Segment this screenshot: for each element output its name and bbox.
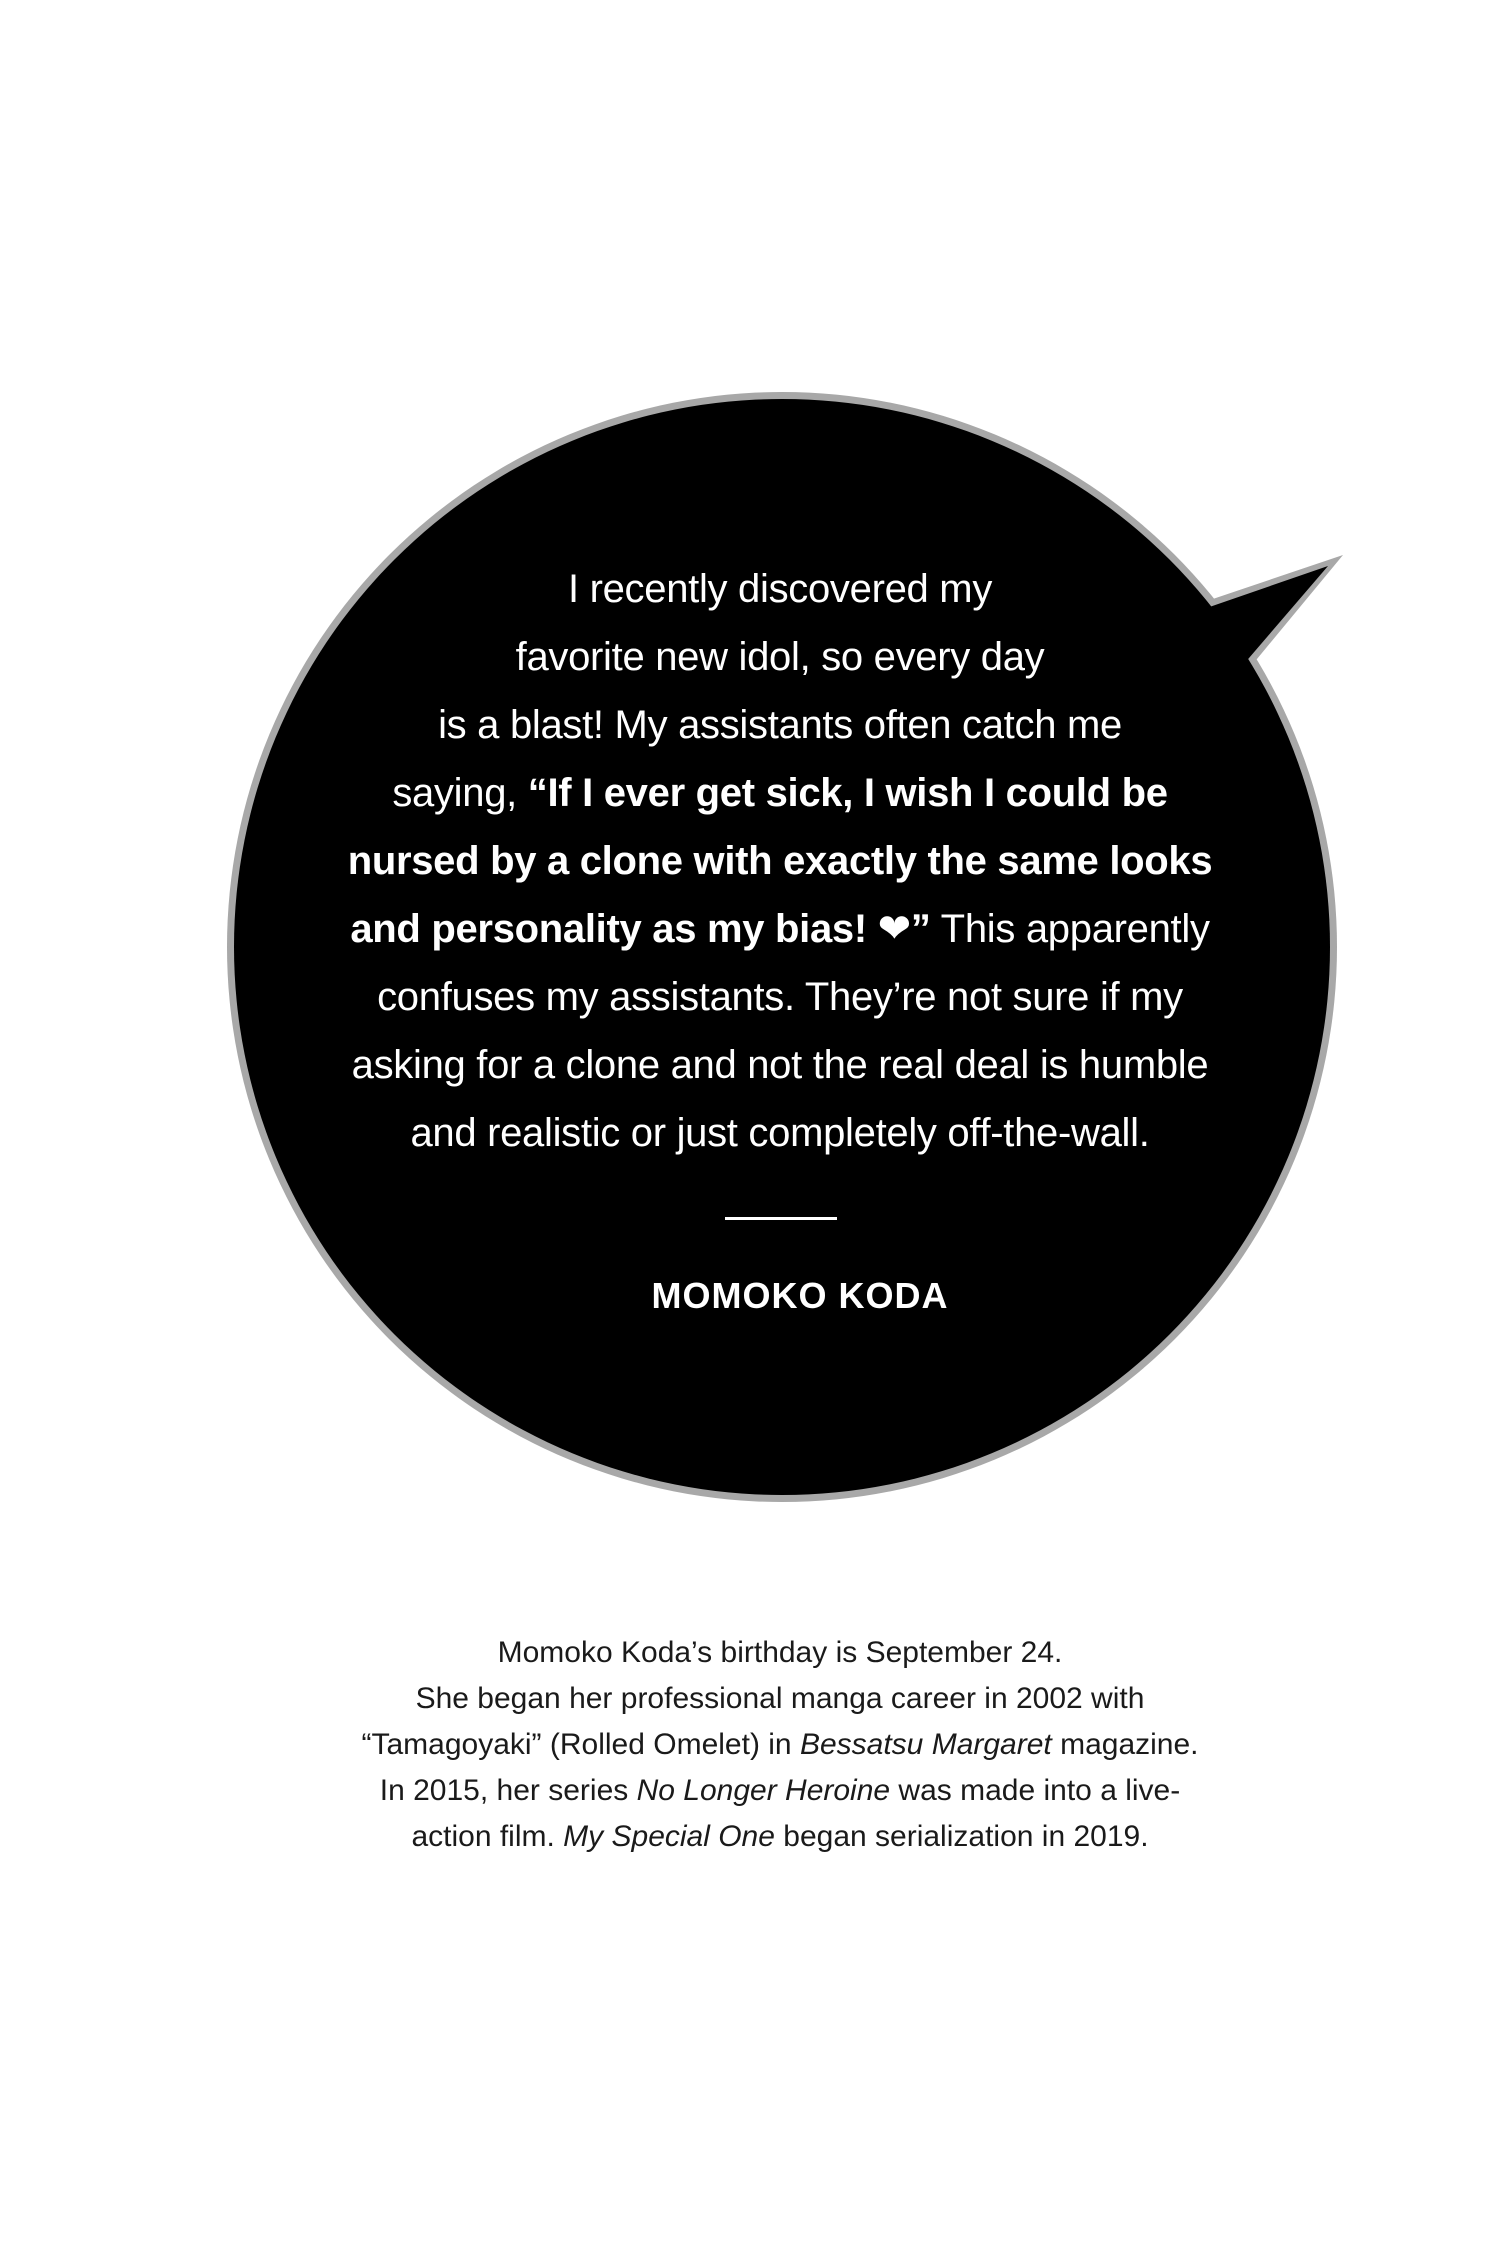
quote-line: asking for a clone and not the real deal is humble	[351, 1043, 1209, 1087]
bio-segment: “Tamagoyaki” (Rolled Omelet) in	[361, 1728, 800, 1761]
bio-segment: action film.	[411, 1820, 564, 1853]
bio-segment: began serialization in 2019.	[774, 1820, 1149, 1853]
quote-line: is a blast! My assistants often catch me	[438, 703, 1122, 747]
quote-line: favorite new idol, so every day	[515, 635, 1045, 679]
divider-line	[725, 1217, 837, 1220]
quote-text	[330, 555, 1230, 1167]
author-bio	[300, 1630, 1260, 1860]
quote-bold-segment: nursed by a clone with exactly the same looks	[347, 839, 1213, 883]
bio-title: Bessatsu Margaret	[799, 1728, 1052, 1761]
bio-title: My Special One	[563, 1820, 775, 1853]
quote-plain-segment: saying,	[392, 771, 528, 815]
bio-segment: magazine.	[1051, 1728, 1199, 1761]
quote-bold-segment: and personality as my bias! ❤”	[350, 907, 931, 951]
bio-line: She began her professional manga career in 2002 with	[415, 1682, 1145, 1715]
quote-line	[330, 827, 1230, 895]
quote-plain-segment: This apparently	[930, 907, 1210, 951]
bio-line: Momoko Koda’s birthday is September 24.	[497, 1636, 1063, 1669]
author-name: MOMOKO KODA	[651, 1275, 949, 1316]
quote-bold-segment: “If I ever get sick, I wish I could be	[527, 771, 1168, 815]
quote-line: I recently discovered my	[567, 567, 993, 611]
bio-segment: was made into a live-	[890, 1774, 1181, 1807]
bio-line	[300, 1768, 1260, 1814]
quote-line: confuses my assistants. They’re not sure if my	[377, 975, 1183, 1019]
quote-line: and realistic or just completely off-the-wall.	[410, 1111, 1150, 1155]
quote-line	[330, 895, 1230, 963]
bio-segment: In 2015, her series	[379, 1774, 637, 1807]
quote-line	[330, 759, 1230, 827]
bio-line	[300, 1814, 1260, 1860]
bio-line	[300, 1722, 1260, 1768]
bio-title: No Longer Heroine	[636, 1774, 891, 1807]
